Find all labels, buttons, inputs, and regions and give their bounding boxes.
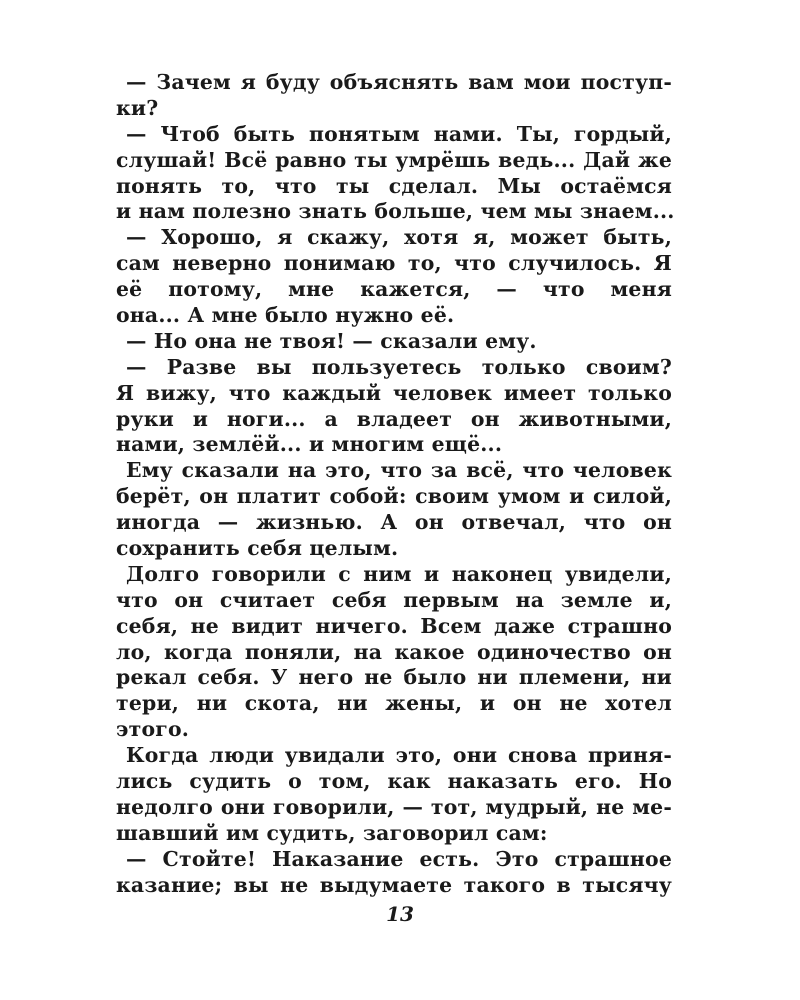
body-text — [116, 70, 675, 899]
text-line: лись судить о том, как наказать его. Но — [116, 769, 672, 794]
text-line: рекал себя. У него не было ни племени, ни — [116, 665, 672, 690]
text-line: понять то, что ты сделал. Мы остаёмся — [116, 173, 672, 198]
text-line: её потому, мне кажется, — что меня — [116, 277, 672, 302]
text-line: шавший им судить, заговорил сам: — [116, 820, 548, 845]
text-line: — Разве вы пользуетесь только своим? — [126, 354, 672, 379]
text-line: этого. — [116, 717, 190, 742]
page-number: 13 — [386, 902, 414, 926]
text-line: берёт, он платит собой: своим умом и силой, — [116, 484, 672, 509]
text-line: Я вижу, что каждый человек имеет только — [116, 380, 672, 405]
text-line: нами, землёй... и многим ещё... — [116, 432, 503, 457]
text-line: ло, когда поняли, на какое одиночество он — [116, 639, 672, 664]
text-line: тери, ни скота, ни жены, и он не хотел — [116, 691, 672, 716]
text-line: — Хорошо, я скажу, хотя я, может быть, — [126, 225, 672, 250]
text-line: себя, не видит ничего. Всем даже страшно — [116, 613, 672, 638]
text-line: казание; вы не выдумаете такого в тысячу — [116, 872, 672, 897]
text-line: ки? — [116, 95, 159, 120]
text-line: — Стойте! Наказание есть. Это страшное — [126, 846, 672, 871]
text-line: слушай! Всё равно ты умрёшь ведь... Дай же — [116, 147, 672, 172]
text-line: она... А мне было нужно её. — [116, 303, 455, 328]
text-line: — Зачем я буду объяснять вам мои поступ- — [126, 70, 672, 94]
text-line: — Но она не твоя! — сказали ему. — [126, 328, 537, 353]
text-line: сам неверно понимаю то, что случилось. Я — [116, 251, 672, 276]
text-line: Когда люди увидали это, они снова приня- — [126, 743, 672, 768]
text-line: — Чтоб быть понятым нами. Ты, гордый, — [126, 121, 672, 146]
text-line: что он считает себя первым на земле и, — [116, 587, 672, 612]
text-line: руки и ноги... а владеет он животными, — [116, 406, 672, 431]
text-line: и нам полезно знать больше, чем мы знаем... — [116, 199, 675, 224]
text-line: недолго они говорили, — тот, мудрый, не ме- — [116, 794, 672, 819]
text-line: сохранить себя целым. — [116, 536, 399, 561]
text-line: иногда — жизнью. А он отвечал, что он — [116, 510, 672, 535]
text-line: Ему сказали на это, что за всё, что человек — [126, 458, 672, 483]
text-line: Долго говорили с ним и наконец увидели, — [126, 561, 672, 586]
